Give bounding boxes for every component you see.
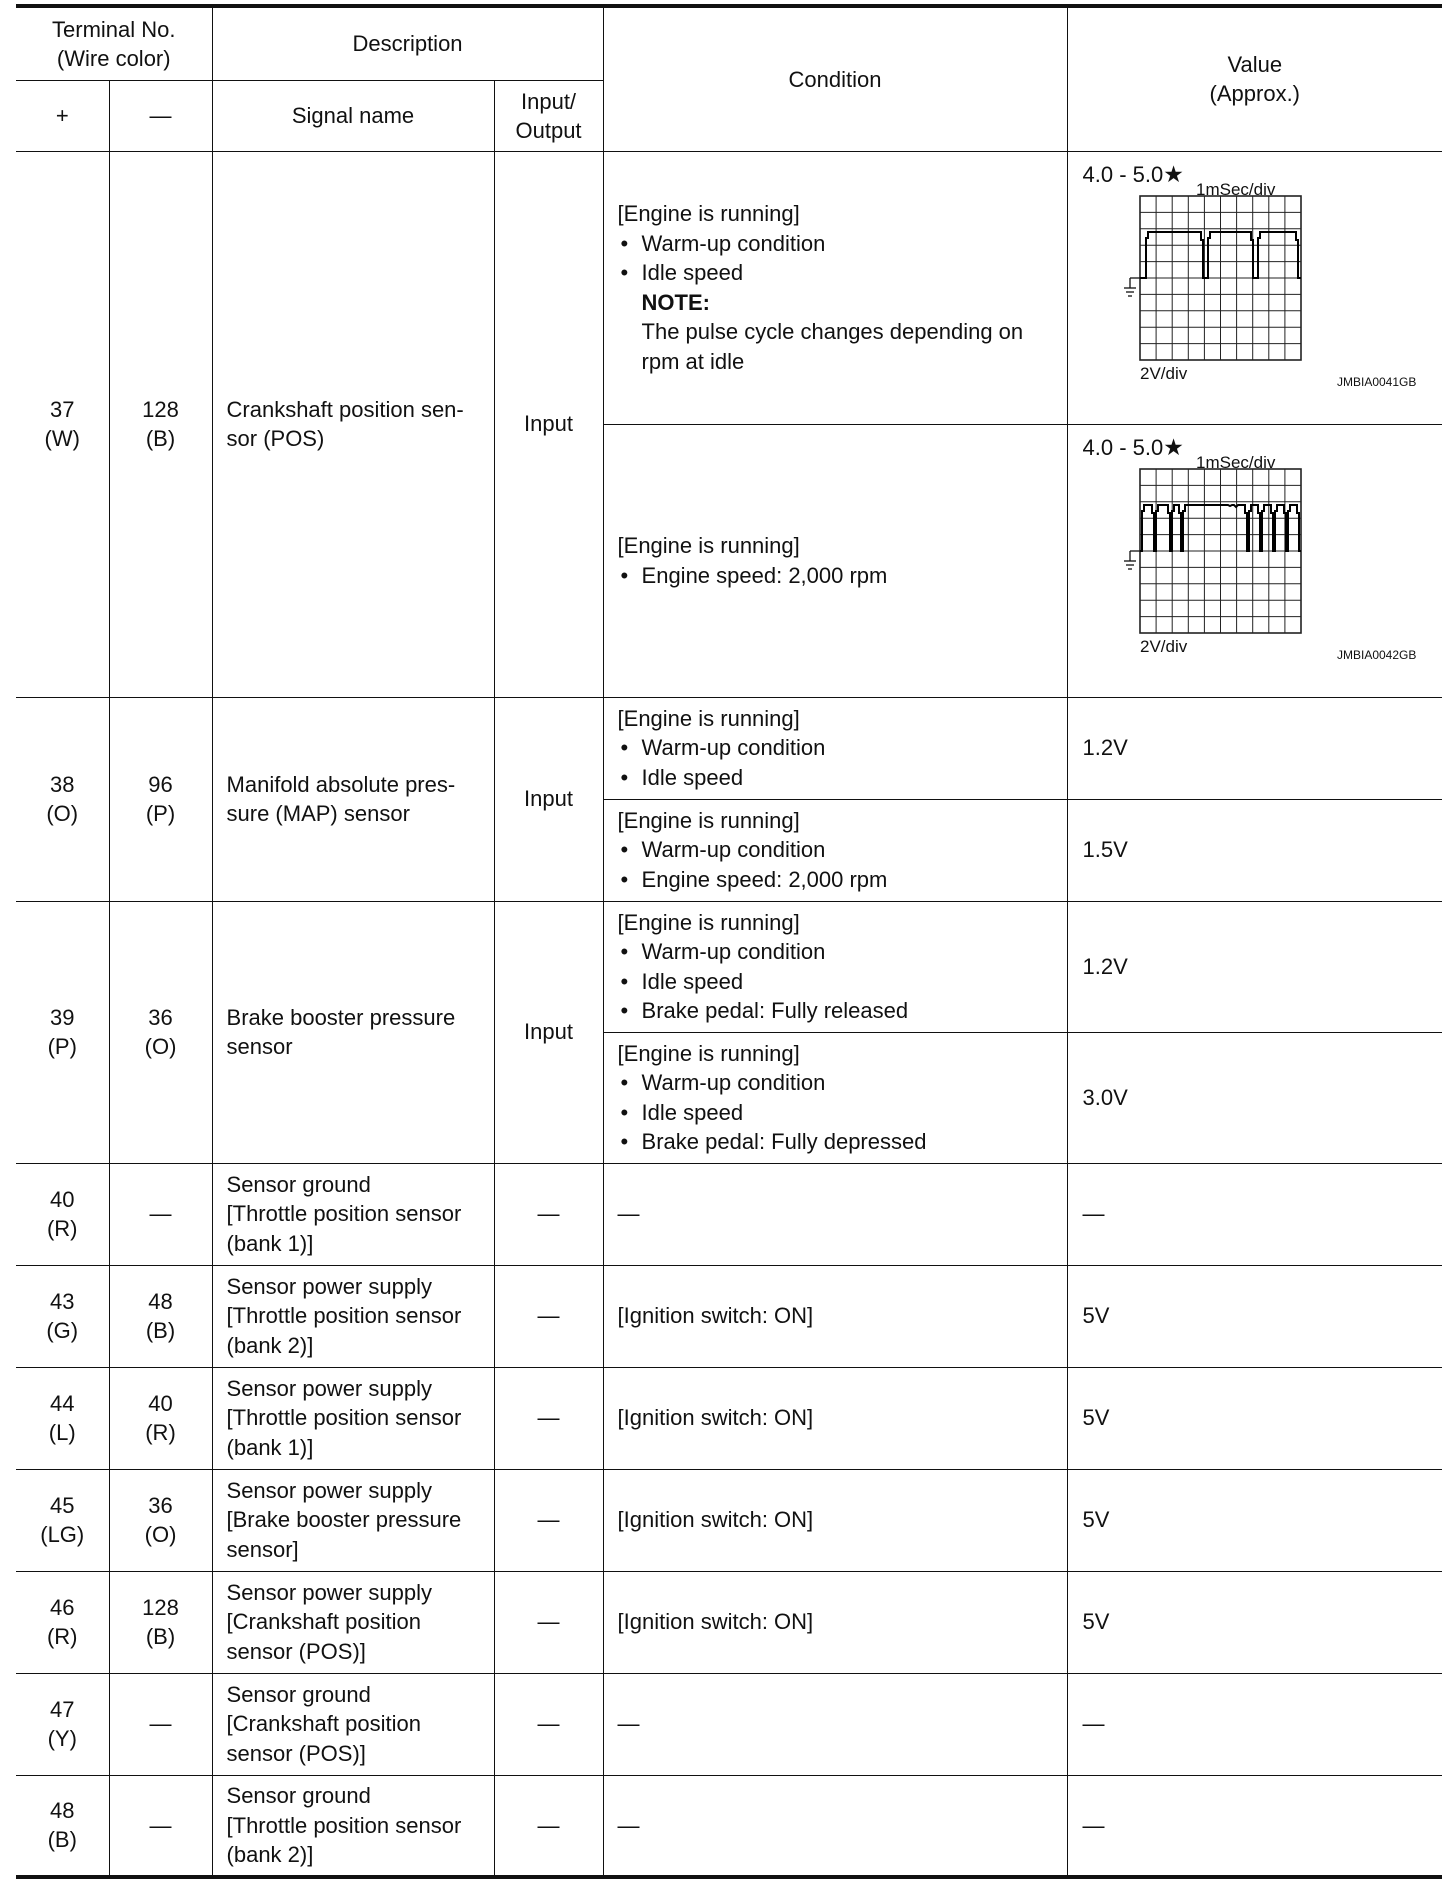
input-output: Input [494, 697, 603, 901]
condition-cell: [Ignition switch: ON] [603, 1469, 1067, 1571]
input-output: — [494, 1775, 603, 1877]
note-label: NOTE: [641, 289, 710, 315]
terminal-minus: 128 (B) [109, 151, 212, 697]
terminal-minus: 48 (B) [109, 1265, 212, 1367]
table-row [16, 1265, 1442, 1367]
signal-name: Sensor power supply [Brake booster pressure sensor] [212, 1469, 494, 1571]
note-text: The pulse cycle changes depending on rpm at idle [641, 319, 1024, 374]
condition-cell: — [603, 1775, 1067, 1877]
table-row [16, 1367, 1442, 1469]
condition-title: [Engine is running] [617, 1040, 800, 1066]
oscilloscope-waveform-1 [1068, 152, 1443, 424]
header-condition: Condition [603, 6, 1067, 151]
header-signal-name: Signal name [212, 80, 494, 151]
table-row [16, 151, 1442, 424]
oscilloscope-grid [1140, 469, 1301, 633]
signal-name: Brake booster pressure sensor [212, 901, 494, 1163]
condition-bullet: • Brake pedal: Fully released [618, 996, 1059, 1026]
table-row [16, 1163, 1442, 1265]
condition-bullet: • Warm-up condition [618, 733, 1059, 763]
condition-title: [Engine is running] [617, 533, 800, 558]
condition-bullet: • Warm-up condition [618, 229, 1059, 259]
header-input-output: Input/ Output [494, 80, 603, 151]
value-cell: 5V [1067, 1265, 1442, 1367]
input-output: — [494, 1367, 603, 1469]
value-cell: 3.0V [1067, 1032, 1442, 1163]
value-cell: — [1067, 1163, 1442, 1265]
ground-icon [1124, 278, 1140, 296]
terminal-minus: 40 (R) [109, 1367, 212, 1469]
signal-name: Sensor ground [Throttle position sensor (bank 1)] [212, 1163, 494, 1265]
condition-cell [603, 151, 1067, 424]
value-waveform-cell [1067, 151, 1442, 424]
header-minus: — [109, 80, 212, 151]
terminal-plus: 48 (B) [16, 1775, 109, 1877]
terminal-plus: 45 (LG) [16, 1469, 109, 1571]
condition-bullet: • Engine speed: 2,000 rpm [618, 865, 1059, 895]
value-cell: 1.5V [1067, 799, 1442, 901]
condition-bullet: • Warm-up condition [618, 835, 1059, 865]
value-cell: 5V [1067, 1367, 1442, 1469]
star-icon: ★ [1163, 160, 1184, 187]
value-cell: — [1067, 1673, 1442, 1775]
condition-cell: [Ignition switch: ON] [603, 1265, 1067, 1367]
input-output: — [494, 1673, 603, 1775]
signal-name: Manifold absolute pres- sure (MAP) sensor [212, 697, 494, 901]
condition-bullet: • Idle speed [618, 258, 1059, 288]
terminal-minus: — [109, 1163, 212, 1265]
oscilloscope-waveform-2 [1068, 425, 1443, 697]
input-output: Input [494, 901, 603, 1163]
terminal-minus: — [109, 1673, 212, 1775]
value-text: 4.0 - 5.0★ [1082, 160, 1184, 187]
figure-id: JMBIA0042GB [1336, 647, 1416, 662]
terminal-plus: 44 (L) [16, 1367, 109, 1469]
input-output: — [494, 1469, 603, 1571]
condition-title: [Engine is running] [617, 909, 800, 935]
value-text: 4.0 - 5.0★ [1082, 433, 1184, 460]
oscilloscope-grid [1140, 196, 1301, 360]
terminal-minus: — [109, 1775, 212, 1877]
table-row [16, 1469, 1442, 1571]
signal-name: Sensor power supply [Crankshaft position sensor (POS)] [212, 1571, 494, 1673]
input-output: — [494, 1163, 603, 1265]
table-row [16, 697, 1442, 799]
signal-name: Crankshaft position sen- sor (POS) [212, 151, 494, 697]
condition-cell [603, 799, 1067, 901]
condition-cell: — [603, 1163, 1067, 1265]
input-output: — [494, 1571, 603, 1673]
signal-name: Sensor ground [Crankshaft position sensor (POS)] [212, 1673, 494, 1775]
timebase-label: 1mSec/div [1195, 452, 1275, 472]
condition-cell [603, 697, 1067, 799]
signal-name: Sensor power supply [Throttle position sensor (bank 2)] [212, 1265, 494, 1367]
condition-cell: [Ignition switch: ON] [603, 1367, 1067, 1469]
value-cell: 1.2V [1067, 697, 1442, 799]
condition-cell: [Ignition switch: ON] [603, 1571, 1067, 1673]
star-icon: ★ [1163, 433, 1184, 460]
condition-bullet: • Idle speed [618, 763, 1059, 793]
terminal-plus: 38 (O) [16, 697, 109, 901]
condition-title: [Engine is running] [617, 807, 800, 833]
value-cell: 5V [1067, 1571, 1442, 1673]
condition-title: [Engine is running] [617, 201, 800, 226]
terminal-plus: 47 (Y) [16, 1673, 109, 1775]
ground-icon [1124, 551, 1140, 569]
figure-id: JMBIA0041GB [1336, 374, 1416, 389]
timebase-label: 1mSec/div [1195, 179, 1275, 199]
value-cell: 1.2V [1067, 901, 1442, 1032]
condition-bullet: • Brake pedal: Fully depressed [618, 1127, 1059, 1157]
condition-bullet: • Idle speed [618, 967, 1059, 997]
condition-bullet: • Warm-up condition [618, 1068, 1059, 1098]
terminal-minus: 36 (O) [109, 1469, 212, 1571]
volt-div-label: 2V/div [1139, 363, 1187, 383]
table-row [16, 1571, 1442, 1673]
condition-bullet: • Engine speed: 2,000 rpm [618, 561, 1059, 591]
table-row [16, 901, 1442, 1032]
condition-title: [Engine is running] [617, 705, 800, 731]
terminal-plus: 40 (R) [16, 1163, 109, 1265]
terminal-minus: 128 (B) [109, 1571, 212, 1673]
input-output: — [494, 1265, 603, 1367]
terminal-plus: 46 (R) [16, 1571, 109, 1673]
header-terminal-no: Terminal No. (Wire color) [16, 6, 212, 80]
value-cell: 5V [1067, 1469, 1442, 1571]
condition-bullet: • Warm-up condition [618, 937, 1059, 967]
signal-name: Sensor ground [Throttle position sensor (bank 2)] [212, 1775, 494, 1877]
table-row [16, 1673, 1442, 1775]
header-description: Description [212, 6, 603, 80]
terminal-plus: 43 (G) [16, 1265, 109, 1367]
terminal-plus: 37 (W) [16, 151, 109, 697]
table-row [16, 1775, 1442, 1877]
condition-cell [603, 901, 1067, 1032]
signal-name: Sensor power supply [Throttle position sensor (bank 1)] [212, 1367, 494, 1469]
terminal-spec-table [16, 4, 1442, 1879]
value-cell: — [1067, 1775, 1442, 1877]
condition-cell: — [603, 1673, 1067, 1775]
terminal-minus: 36 (O) [109, 901, 212, 1163]
value-waveform-cell [1067, 424, 1442, 697]
header-plus: + [16, 80, 109, 151]
condition-cell [603, 1032, 1067, 1163]
header-value: Value (Approx.) [1067, 6, 1442, 151]
terminal-plus: 39 (P) [16, 901, 109, 1163]
volt-div-label: 2V/div [1139, 636, 1187, 656]
input-output: Input [494, 151, 603, 697]
condition-cell [603, 424, 1067, 697]
terminal-minus: 96 (P) [109, 697, 212, 901]
condition-bullet: • Idle speed [618, 1098, 1059, 1128]
